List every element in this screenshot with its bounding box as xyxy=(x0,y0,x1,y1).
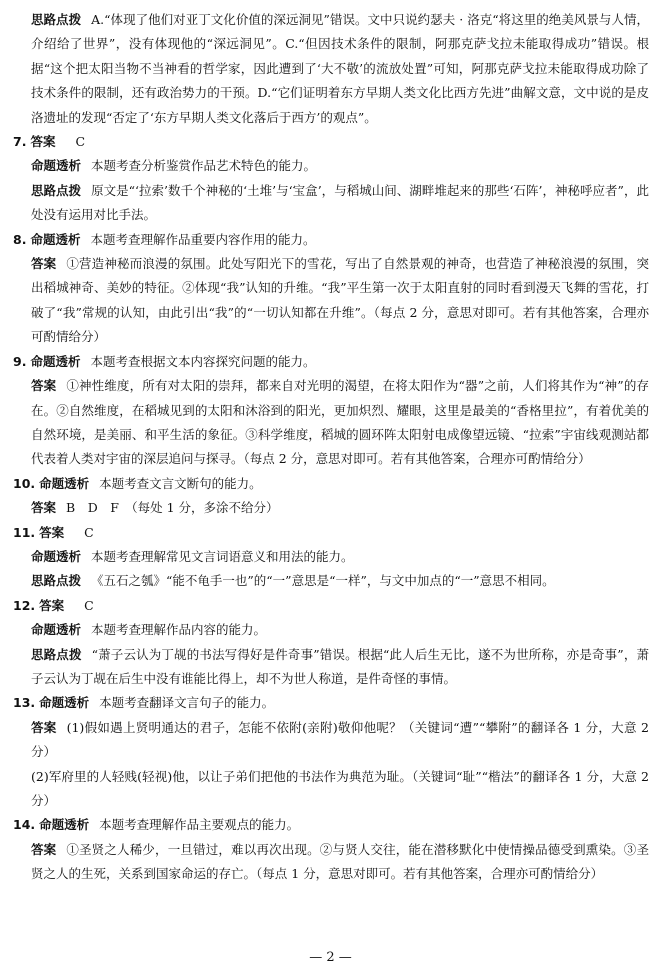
q8-number: 8. xyxy=(13,231,27,247)
intent-label: 命题透析 xyxy=(39,475,90,491)
intent-label: 命题透析 xyxy=(31,622,82,638)
q7-intent-text: 本题考查分析鉴赏作品艺术特色的能力。 xyxy=(91,158,317,174)
answer-label: 答案 xyxy=(39,524,65,540)
intent-label: 命题透析 xyxy=(39,695,90,711)
q13-answer-1 xyxy=(13,716,649,765)
answer-label: 答案 xyxy=(39,597,65,613)
q12-analysis-text: “萧子云认为丁觇的书法写得好是件奇事”错误。根据“此人后生无比，遂不为世所称，亦是奇事”，萧子云认为丁觇在后生中没有谁能比得上，却不为世人称道，是件奇怪的事情。 xyxy=(31,646,649,686)
q8-answer xyxy=(13,252,649,350)
q9-answer-text: ①神性维度，所有对太阳的崇拜，都来自对光明的渴望，在将太阳作为“器”之前，人们将其作为“神”的存在。②自然维度，在稻城见到的太阳和沐浴到的阳光，更加炽烈、耀眼，这里是最美的“香格里拉”，有着优美的自然环境，是美丽、和平生活的象征。③科学维度，稻城的圆环阵太阳射电成像望远镜、“拉索”宇宙线观测站都代表着人类对宇宙的深层追问与探寻。（每点 2 分，意思对即可。若有其他答案，合理亦可酌情给分） xyxy=(31,378,649,467)
q8-intent xyxy=(13,228,649,252)
q9-intent-text: 本题考查根据文本内容探究问题的能力。 xyxy=(90,353,316,369)
q12-analysis xyxy=(13,643,649,692)
intent-label: 命题透析 xyxy=(30,353,81,369)
q11-answer-line xyxy=(13,521,649,545)
q10-number: 10. xyxy=(13,475,36,491)
analysis-label: 思路点拨 xyxy=(31,182,82,198)
q14-intent xyxy=(13,813,649,837)
q10-answer xyxy=(13,496,649,520)
q7-answer: C xyxy=(75,134,86,150)
q13-number: 13. xyxy=(13,695,36,711)
q7-analysis-text: 原文是“‘拉索’数千个神秘的‘土堆’与‘宝盒’，与稻城山间、湖畔堆起来的那些‘石阵’，神秘呼应者”，此处没有运用对比手法。 xyxy=(31,182,649,223)
q9-answer xyxy=(13,374,649,472)
q13-answer-text-1: (1)假如遇上贤明通达的君子，怎能不依附(亲附)敬仰他呢？（关键词“遭”“攀附”的翻译各 1 分，大意 2 分） xyxy=(31,719,649,760)
answer-label: 答案 xyxy=(31,841,57,857)
q7-number: 7. xyxy=(13,134,27,150)
q14-answer xyxy=(13,838,649,887)
analysis-label: 思路点拨 xyxy=(31,12,82,27)
answer-label: 答案 xyxy=(31,500,57,516)
q11-answer: C xyxy=(84,524,94,540)
q13-intent xyxy=(13,691,649,715)
answer-label: 答案 xyxy=(31,256,57,272)
answer-label: 答案 xyxy=(30,134,56,150)
intent-label: 命题透析 xyxy=(31,158,82,174)
analysis-label: 思路点拨 xyxy=(31,646,82,662)
q11-analysis-text: 《五石之瓠》“能不龟手一也”的“一”意思是“一样”，与文中加点的“一”意思不相同。 xyxy=(91,573,555,589)
q6-analysis-text: A.“体现了他们对亚丁文化价值的深远洞见”错误。文中只说约瑟夫 · 洛克“将这里的绝美风景与人情，介绍给了世界”，没有体现他的“深远洞见”。C.“但因技术条件的限制，阿那克萨戈拉未能取得成功”错误。根据“这个把太阳当物不当神看的哲学家，因此遭到了‘大不敬’的流放处置”可知，阿那克萨戈拉未能取得成功除了技术条件的限制，还有政治势力的干预。D.“它们证明着东方早期人类文化比西方先进”曲解文意，文中说的是皮洛遗址的发现“否定了‘东方早期人类文化落后于西方’的观点”。 xyxy=(31,12,649,125)
q10-answer-text: B D F （每处 1 分，多涂不给分） xyxy=(66,500,279,516)
intent-label: 命题透析 xyxy=(30,231,81,247)
answer-label: 答案 xyxy=(31,719,57,735)
q10-intent-text: 本题考查文言文断句的能力。 xyxy=(99,475,262,491)
q8-intent-text: 本题考查理解作品重要内容作用的能力。 xyxy=(90,231,316,247)
q13-intent-text: 本题考查翻译文言句子的能力。 xyxy=(99,695,275,711)
intent-label: 命题透析 xyxy=(39,817,90,833)
q12-intent xyxy=(13,618,649,642)
q6-analysis xyxy=(13,8,649,130)
q8-answer-text: ①营造神秘而浪漫的氛围。此处写阳光下的雪花，写出了自然景观的神奇，也营造了神秘浪漫的氛围，突出稻城神奇、美妙的特征。②体现“我”认知的升维。“我”平生第一次于太阳直射的同时看到漫天飞舞的雪花，打破了“我”常规的认知，由此引出“我”的“一切认知都在升维”。（每点 2 分，意思对即可。若有其他答案，合理亦可酌情给分） xyxy=(31,256,649,345)
q11-number: 11. xyxy=(13,524,36,540)
answer-document xyxy=(13,8,649,887)
q12-answer: C xyxy=(84,597,94,613)
q7-answer-line xyxy=(13,130,649,154)
analysis-label: 思路点拨 xyxy=(31,573,82,589)
q12-answer-line xyxy=(13,594,649,618)
q14-answer-text: ①圣贤之人稀少，一旦错过，难以再次出现。②与贤人交往，能在潜移默化中使情操品德受到熏染。③圣贤之人的生死，关系到国家命运的存亡。（每点 1 分，意思对即可。若有其他答案，合理亦可酌情给分） xyxy=(31,841,649,882)
q7-analysis xyxy=(13,179,649,228)
page-number: — 2 — xyxy=(309,950,352,965)
q11-intent xyxy=(13,545,649,569)
q9-intent xyxy=(13,350,649,374)
q7-intent xyxy=(13,154,649,178)
intent-label: 命题透析 xyxy=(31,548,82,564)
q12-intent-text: 本题考查理解作品内容的能力。 xyxy=(91,622,267,638)
q11-analysis xyxy=(13,569,649,593)
q12-number: 12. xyxy=(13,597,36,613)
q14-intent-text: 本题考查理解作品主要观点的能力。 xyxy=(99,817,300,833)
q9-number: 9. xyxy=(13,353,27,369)
q13-answer-text-2: (2)军府里的人轻贱(轻视)他，以让子弟们把他的书法作为典范为耻。（关键词“耻”“楷法”的翻译各 1 分，大意 2 分） xyxy=(31,768,649,808)
q13-answer-2 xyxy=(13,765,649,814)
q11-intent-text: 本题考查理解常见文言词语意义和用法的能力。 xyxy=(91,548,354,564)
answer-label: 答案 xyxy=(31,378,57,394)
q10-intent xyxy=(13,472,649,496)
q14-number: 14. xyxy=(13,817,36,833)
